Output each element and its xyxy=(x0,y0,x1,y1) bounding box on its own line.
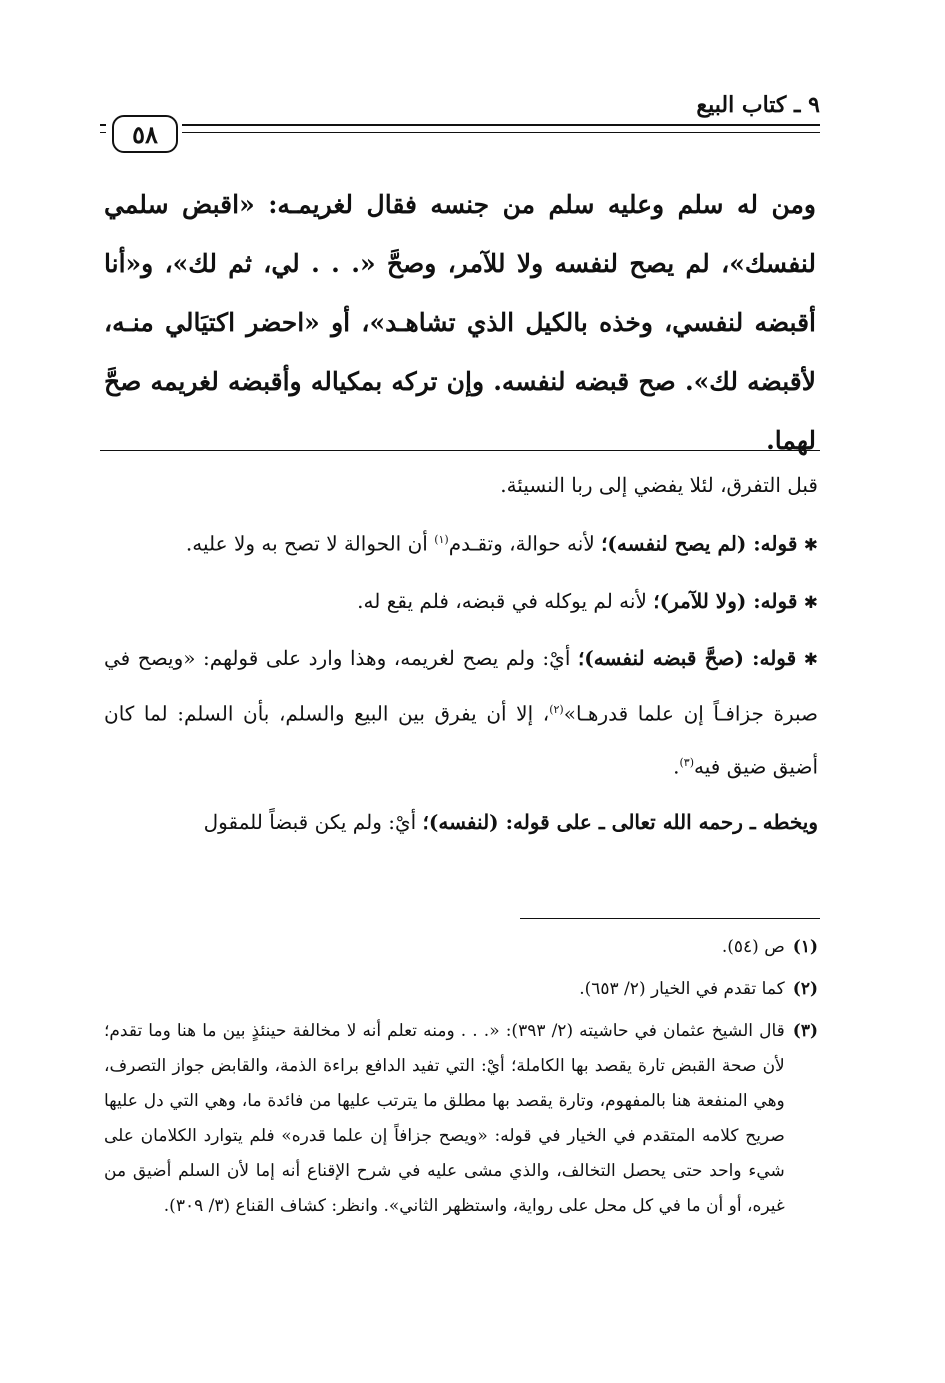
footnote-number: (٢) xyxy=(792,979,818,999)
star-icon: ✱ xyxy=(803,535,818,556)
quote-lemma: ويخطه ـ رحمه الله تعالى ـ على قوله: (لنفسه)؛ xyxy=(422,809,818,834)
footnote-text: ص (٥٤). xyxy=(721,937,785,957)
footnote-ref: (١) xyxy=(434,533,449,546)
quote-lemma: قوله: (لم يصح لنفسه)؛ xyxy=(601,531,798,556)
header-rule xyxy=(100,124,820,126)
footnote-ref: (٣) xyxy=(679,756,695,770)
quote-lemma: قوله: (صحَّ قبضه لنفسه)؛ xyxy=(577,645,797,670)
footnotes xyxy=(104,930,818,1231)
commentary xyxy=(104,460,818,852)
quote-lemma: قوله: (ولا للآمر)؛ xyxy=(653,588,798,613)
star-icon: ✱ xyxy=(803,592,818,613)
commentary-paragraph: ويخطه ـ رحمه الله تعالى ـ على قوله: (لنفسه)؛ أيْ: ولم يكن قبضاً للمقول xyxy=(203,809,818,834)
footnote xyxy=(104,1014,818,1224)
star-icon: ✱ xyxy=(803,649,818,670)
book-page xyxy=(100,80,820,1216)
main-text xyxy=(104,175,816,470)
footnote-number: (١) xyxy=(792,937,818,957)
text-separator xyxy=(100,450,820,451)
footnote-rule xyxy=(520,918,820,919)
commentary-paragraph: ✱ قوله: (لم يصح لنفسه)؛ لأنه حوالة، وتقـدم$^{(١)}$ أن الحوالة لا تصح به ولا عليه. xyxy=(185,531,818,556)
footnote-text: كما تقدم في الخيار (٢/ ٦٥٣). xyxy=(579,979,785,999)
footnote-number: (٣) xyxy=(792,1021,818,1041)
footnote xyxy=(104,972,818,1007)
page-number: ٥٨ xyxy=(112,115,178,153)
running-title: ٩ ـ كتاب البيع xyxy=(696,92,820,118)
footnote-text: قال الشيخ عثمان في حاشيته (٢/ ٣٩٣): «. . . ومنه تعلم أنه لا مخالفة حينئذٍ بين ما هنا وما تقدم؛ لأن صحة القبض تارة يقصد بها الكاملة؛ أيْ: التي تفيد الدافع براءة الذمة، والقابض جواز التصرف، وهي المنفعة هنا بالمفهوم، وتارة يقصد بها مطلق ما يترتب عليها من فائدة ما، وهي التي دل عليها صريح كلامه المتقدم في الخيار في قوله: «ويصح جزافاً إن علما قدره» فلم يتوارد الكلامان على شيء واحد حتى يحصل التخالف، والذي مشى عليه في شرح الإقناع أنه إما لأن السلم أضيق من غيره، أو أن ما في كل محل على رواية، واستظهر الثاني». وانظر: كشاف القناع (٣/ ٣٠٩). xyxy=(104,1021,785,1216)
footnote xyxy=(104,930,818,965)
commentary-paragraph: ✱ قوله: (ولا للآمر)؛ لأنه لم يوكله في قبضه، فلم يقع له. xyxy=(357,588,818,613)
page-header xyxy=(100,80,820,149)
commentary-paragraph: قبل التفرق، لئلا يفضي إلى ربا النسيئة. xyxy=(500,473,818,497)
footnote-ref: (٢) xyxy=(549,702,564,716)
main-text-paragraph: ومن له سلم وعليه سلم من جنسه فقال لغريمـه: «اقبض سلمي لنفسك»، لم يصح لنفسه ولا للآمر، وصحَّ «. . . لي، ثم لك»، و«أنا أقبضه لنفسي، وخذه بالكيل الذي تشاهـد»، أو «احضر اكتيَالي منـه، لأقبضه لك». صح قبضه لنفسه. وإن تركه بمكياله وأقبضه لغريمه صحَّ لهما. xyxy=(104,190,816,455)
header-rule-thin xyxy=(100,132,820,133)
commentary-paragraph: ✱ قوله: (صحَّ قبضه لنفسه)؛ أيْ: ولم يصح لغريمه، وهذا وارد على قولهم: «ويصح في صبرة جزافـاً إن علما قدرهـا»$^{(٢)}$، إلا أن يفرق بين البيع والسلم، بأن السلم: لما كان أضيق ضيق فيه$^{(٣)}$. xyxy=(104,645,819,779)
